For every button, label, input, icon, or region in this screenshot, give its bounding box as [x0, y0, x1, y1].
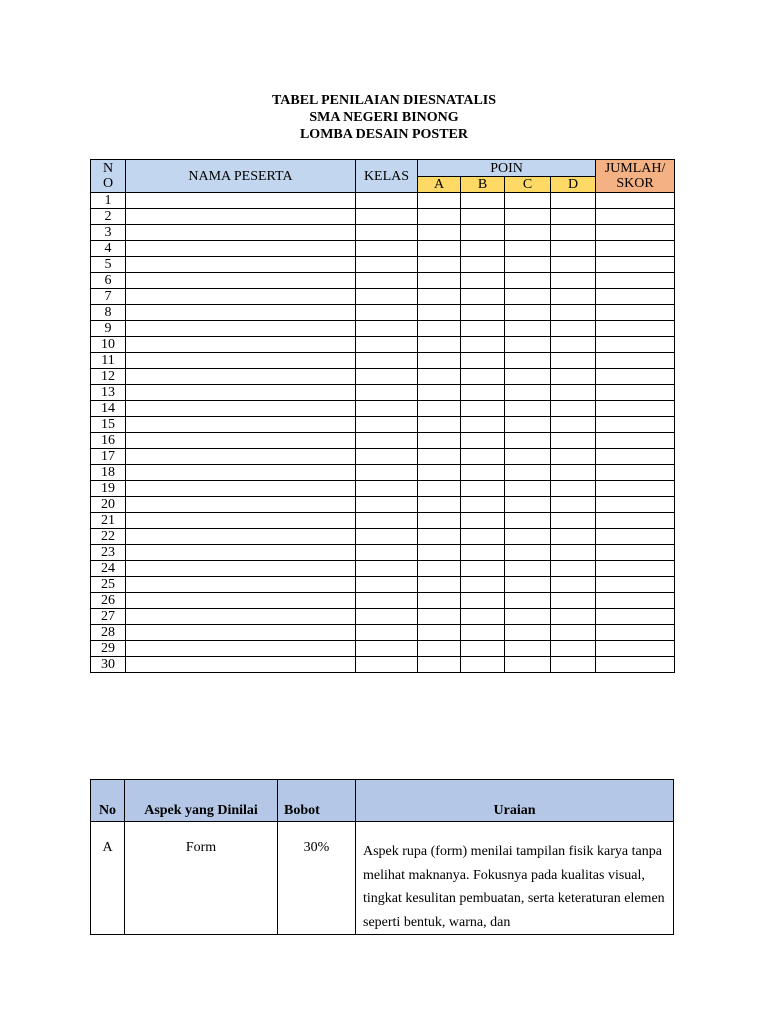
row-poin-d [551, 225, 596, 241]
row-poin-b [461, 369, 505, 385]
row-nama [126, 209, 356, 225]
row-poin-a [418, 385, 461, 401]
criteria-no: A [91, 822, 125, 935]
row-poin-d [551, 497, 596, 513]
row-poin-b [461, 657, 505, 673]
row-no: 5 [91, 257, 126, 273]
row-poin-d [551, 641, 596, 657]
row-poin-b [461, 209, 505, 225]
row-jumlah [596, 625, 675, 641]
row-poin-d [551, 289, 596, 305]
row-poin-a [418, 337, 461, 353]
row-poin-b [461, 497, 505, 513]
row-jumlah [596, 609, 675, 625]
row-poin-a [418, 465, 461, 481]
row-poin-b [461, 449, 505, 465]
row-nama [126, 593, 356, 609]
row-poin-a [418, 257, 461, 273]
row-nama [126, 513, 356, 529]
row-poin-c [505, 401, 551, 417]
row-no: 25 [91, 577, 126, 593]
row-nama [126, 529, 356, 545]
row-no: 6 [91, 273, 126, 289]
row-jumlah [596, 433, 675, 449]
score-table [90, 159, 675, 673]
row-kelas [356, 209, 418, 225]
row-no: 27 [91, 609, 126, 625]
row-nama [126, 193, 356, 209]
row-no: 11 [91, 353, 126, 369]
row-nama [126, 289, 356, 305]
row-jumlah [596, 465, 675, 481]
row-poin-c [505, 497, 551, 513]
row-jumlah [596, 545, 675, 561]
row-poin-b [461, 273, 505, 289]
criteria-header-uraian: Uraian [356, 780, 674, 822]
table-row [91, 225, 675, 241]
row-no: 24 [91, 561, 126, 577]
row-poin-a [418, 481, 461, 497]
row-poin-a [418, 561, 461, 577]
row-poin-a [418, 577, 461, 593]
row-poin-c [505, 289, 551, 305]
document-title-block [0, 92, 768, 143]
criteria-header-aspek: Aspek yang Dinilai [125, 780, 278, 822]
row-no: 3 [91, 225, 126, 241]
row-nama [126, 497, 356, 513]
row-poin-c [505, 577, 551, 593]
title-line-2: SMA NEGERI BINONG [309, 110, 459, 125]
row-poin-c [505, 321, 551, 337]
row-kelas [356, 513, 418, 529]
row-poin-c [505, 433, 551, 449]
table-row [91, 593, 675, 609]
row-no: 22 [91, 529, 126, 545]
title-line-1: TABEL PENILAIAN DIESNATALIS [271, 93, 497, 108]
header-poin-d: D [551, 177, 596, 193]
row-kelas [356, 449, 418, 465]
row-kelas [356, 433, 418, 449]
row-no: 14 [91, 401, 126, 417]
row-no: 19 [91, 481, 126, 497]
row-poin-d [551, 561, 596, 577]
table-row [91, 545, 675, 561]
row-no: 2 [91, 209, 126, 225]
row-no: 17 [91, 449, 126, 465]
row-poin-d [551, 305, 596, 321]
row-poin-c [505, 241, 551, 257]
row-jumlah [596, 593, 675, 609]
row-poin-c [505, 417, 551, 433]
row-kelas [356, 417, 418, 433]
table-row [91, 529, 675, 545]
table-row [91, 561, 675, 577]
row-jumlah [596, 401, 675, 417]
row-no: 1 [91, 193, 126, 209]
criteria-aspek: Form [125, 822, 278, 935]
row-poin-a [418, 369, 461, 385]
row-kelas [356, 465, 418, 481]
row-poin-c [505, 369, 551, 385]
row-no: 28 [91, 625, 126, 641]
row-poin-a [418, 641, 461, 657]
row-poin-b [461, 433, 505, 449]
row-poin-b [461, 561, 505, 577]
row-nama [126, 257, 356, 273]
row-kelas [356, 321, 418, 337]
row-no: 23 [91, 545, 126, 561]
row-kelas [356, 577, 418, 593]
row-poin-c [505, 385, 551, 401]
row-poin-c [505, 641, 551, 657]
table-row [91, 209, 675, 225]
row-jumlah [596, 241, 675, 257]
row-nama [126, 449, 356, 465]
row-poin-c [505, 353, 551, 369]
row-poin-d [551, 577, 596, 593]
row-kelas [356, 337, 418, 353]
row-poin-c [505, 609, 551, 625]
row-poin-c [505, 449, 551, 465]
table-row [91, 465, 675, 481]
row-nama [126, 641, 356, 657]
row-jumlah [596, 337, 675, 353]
header-no-bottom: O [102, 176, 114, 191]
row-poin-a [418, 657, 461, 673]
row-poin-b [461, 257, 505, 273]
table-row [91, 577, 675, 593]
row-nama [126, 385, 356, 401]
table-row [91, 609, 675, 625]
row-poin-d [551, 337, 596, 353]
row-poin-c [505, 273, 551, 289]
row-poin-c [505, 337, 551, 353]
row-poin-d [551, 209, 596, 225]
table-row [91, 289, 675, 305]
row-poin-d [551, 465, 596, 481]
row-kelas [356, 273, 418, 289]
table-row [91, 417, 675, 433]
table-row [91, 337, 675, 353]
row-kelas [356, 241, 418, 257]
row-poin-b [461, 625, 505, 641]
row-poin-b [461, 353, 505, 369]
criteria-uraian: Aspek rupa (form) menilai tampilan fisik karya tanpa melihat maknanya. Fokusnya pada kualitas visual, tingkat kesulitan pembuatan, serta keteraturan elemen seperti bentuk, warna, dan [356, 822, 674, 935]
row-poin-a [418, 209, 461, 225]
row-no: 26 [91, 593, 126, 609]
row-poin-d [551, 417, 596, 433]
row-kelas [356, 625, 418, 641]
row-kelas [356, 641, 418, 657]
row-poin-c [505, 625, 551, 641]
row-poin-b [461, 465, 505, 481]
table-row [91, 481, 675, 497]
row-poin-a [418, 353, 461, 369]
table-row [91, 305, 675, 321]
row-nama [126, 481, 356, 497]
header-poin-b: B [461, 177, 505, 193]
row-poin-a [418, 433, 461, 449]
row-poin-c [505, 529, 551, 545]
row-poin-d [551, 273, 596, 289]
row-kelas [356, 497, 418, 513]
criteria-header-bobot: Bobot [278, 780, 356, 822]
row-poin-d [551, 369, 596, 385]
row-poin-a [418, 497, 461, 513]
table-row [91, 193, 675, 209]
row-poin-c [505, 561, 551, 577]
row-poin-a [418, 305, 461, 321]
row-jumlah [596, 289, 675, 305]
row-poin-b [461, 545, 505, 561]
row-poin-a [418, 225, 461, 241]
row-poin-c [505, 545, 551, 561]
row-nama [126, 577, 356, 593]
row-nama [126, 273, 356, 289]
table-row [91, 273, 675, 289]
criteria-row [91, 822, 674, 935]
criteria-table [90, 779, 674, 935]
row-poin-a [418, 593, 461, 609]
row-poin-a [418, 449, 461, 465]
row-no: 12 [91, 369, 126, 385]
row-jumlah [596, 481, 675, 497]
row-jumlah [596, 497, 675, 513]
row-poin-d [551, 241, 596, 257]
row-no: 15 [91, 417, 126, 433]
table-row [91, 241, 675, 257]
row-poin-c [505, 209, 551, 225]
row-poin-b [461, 385, 505, 401]
row-poin-a [418, 625, 461, 641]
header-kelas: KELAS [356, 160, 418, 193]
row-jumlah [596, 321, 675, 337]
row-no: 29 [91, 641, 126, 657]
score-table-body [91, 193, 675, 673]
row-poin-d [551, 433, 596, 449]
row-poin-c [505, 465, 551, 481]
row-jumlah [596, 577, 675, 593]
row-poin-d [551, 609, 596, 625]
row-poin-c [505, 657, 551, 673]
row-poin-b [461, 289, 505, 305]
row-jumlah [596, 209, 675, 225]
row-nama [126, 305, 356, 321]
row-no: 9 [91, 321, 126, 337]
row-poin-d [551, 401, 596, 417]
row-jumlah [596, 305, 675, 321]
row-no: 30 [91, 657, 126, 673]
row-kelas [356, 529, 418, 545]
row-no: 10 [91, 337, 126, 353]
row-poin-d [551, 593, 596, 609]
row-jumlah [596, 257, 675, 273]
row-poin-d [551, 321, 596, 337]
row-poin-a [418, 513, 461, 529]
table-row [91, 321, 675, 337]
header-jumlah-skor [596, 160, 675, 193]
row-poin-b [461, 321, 505, 337]
row-jumlah [596, 513, 675, 529]
row-jumlah [596, 561, 675, 577]
row-poin-b [461, 529, 505, 545]
row-nama [126, 433, 356, 449]
row-nama [126, 545, 356, 561]
row-kelas [356, 561, 418, 577]
row-poin-a [418, 417, 461, 433]
row-kelas [356, 657, 418, 673]
header-poin-c: C [505, 177, 551, 193]
row-poin-d [551, 545, 596, 561]
row-no: 7 [91, 289, 126, 305]
row-poin-c [505, 257, 551, 273]
row-kelas [356, 289, 418, 305]
table-row [91, 513, 675, 529]
row-nama [126, 561, 356, 577]
header-poin: POIN [418, 160, 596, 177]
header-no [91, 160, 126, 193]
row-poin-d [551, 657, 596, 673]
header-jumlah-top: JUMLAH/ [604, 161, 666, 176]
row-kelas [356, 401, 418, 417]
row-kelas [356, 545, 418, 561]
row-poin-d [551, 513, 596, 529]
table-row [91, 657, 675, 673]
row-no: 16 [91, 433, 126, 449]
row-poin-b [461, 417, 505, 433]
row-poin-a [418, 321, 461, 337]
row-poin-b [461, 641, 505, 657]
row-kelas [356, 593, 418, 609]
row-poin-b [461, 513, 505, 529]
row-poin-c [505, 513, 551, 529]
row-nama [126, 353, 356, 369]
criteria-header-no: No [91, 780, 125, 822]
row-poin-a [418, 193, 461, 209]
row-poin-b [461, 593, 505, 609]
row-kelas [356, 385, 418, 401]
row-jumlah [596, 417, 675, 433]
row-poin-a [418, 289, 461, 305]
row-nama [126, 337, 356, 353]
row-poin-c [505, 305, 551, 321]
row-jumlah [596, 369, 675, 385]
row-kelas [356, 353, 418, 369]
row-kelas [356, 257, 418, 273]
row-nama [126, 417, 356, 433]
row-kelas [356, 225, 418, 241]
table-row [91, 353, 675, 369]
row-nama [126, 321, 356, 337]
row-nama [126, 401, 356, 417]
row-poin-b [461, 225, 505, 241]
row-nama [126, 657, 356, 673]
table-row [91, 641, 675, 657]
row-jumlah [596, 529, 675, 545]
row-kelas [356, 481, 418, 497]
row-poin-a [418, 401, 461, 417]
row-no: 4 [91, 241, 126, 257]
row-no: 20 [91, 497, 126, 513]
table-row [91, 401, 675, 417]
row-jumlah [596, 385, 675, 401]
criteria-bobot: 30% [278, 822, 356, 935]
row-no: 8 [91, 305, 126, 321]
row-jumlah [596, 641, 675, 657]
row-poin-c [505, 593, 551, 609]
row-poin-b [461, 481, 505, 497]
table-row [91, 385, 675, 401]
row-poin-c [505, 225, 551, 241]
row-poin-b [461, 577, 505, 593]
header-no-top: N [102, 161, 114, 176]
row-jumlah [596, 225, 675, 241]
table-row [91, 257, 675, 273]
row-kelas [356, 305, 418, 321]
row-jumlah [596, 273, 675, 289]
table-row [91, 625, 675, 641]
table-row [91, 369, 675, 385]
row-kelas [356, 193, 418, 209]
table-row [91, 497, 675, 513]
row-poin-d [551, 193, 596, 209]
row-poin-b [461, 609, 505, 625]
row-poin-a [418, 609, 461, 625]
row-poin-a [418, 273, 461, 289]
row-poin-d [551, 625, 596, 641]
table-row [91, 433, 675, 449]
row-poin-d [551, 529, 596, 545]
row-poin-b [461, 305, 505, 321]
row-jumlah [596, 193, 675, 209]
header-poin-a: A [418, 177, 461, 193]
row-no: 21 [91, 513, 126, 529]
row-jumlah [596, 657, 675, 673]
row-poin-b [461, 241, 505, 257]
row-jumlah [596, 353, 675, 369]
row-nama [126, 241, 356, 257]
row-poin-c [505, 193, 551, 209]
row-no: 18 [91, 465, 126, 481]
header-nama-peserta: NAMA PESERTA [126, 160, 356, 193]
title-line-3: LOMBA DESAIN POSTER [299, 127, 469, 142]
row-poin-a [418, 545, 461, 561]
row-nama [126, 625, 356, 641]
table-row [91, 449, 675, 465]
row-poin-a [418, 529, 461, 545]
row-nama [126, 225, 356, 241]
row-poin-d [551, 449, 596, 465]
row-poin-a [418, 241, 461, 257]
row-poin-d [551, 481, 596, 497]
row-poin-d [551, 353, 596, 369]
row-poin-b [461, 193, 505, 209]
row-nama [126, 465, 356, 481]
row-poin-b [461, 337, 505, 353]
row-no: 13 [91, 385, 126, 401]
row-poin-c [505, 481, 551, 497]
row-kelas [356, 609, 418, 625]
row-jumlah [596, 449, 675, 465]
row-nama [126, 609, 356, 625]
row-nama [126, 369, 356, 385]
header-jumlah-bottom: SKOR [616, 176, 654, 191]
row-kelas [356, 369, 418, 385]
row-poin-d [551, 257, 596, 273]
row-poin-d [551, 385, 596, 401]
row-poin-b [461, 401, 505, 417]
